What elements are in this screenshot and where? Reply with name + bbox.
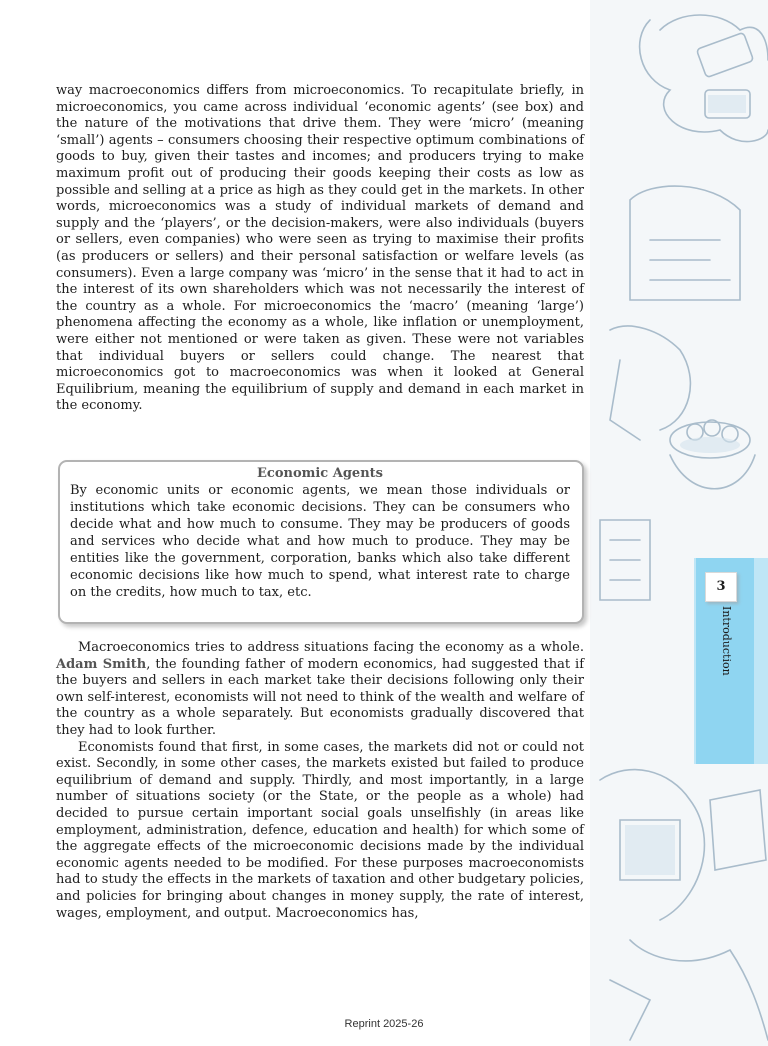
paragraph-macro-start: Macroeconomics tries to address situations facing the economy as a whole. (78, 640, 584, 655)
reprint-footer: Reprint 2025-26 (344, 1018, 424, 1030)
sidebar-illustration (590, 0, 768, 1046)
adam-smith-name: Adam Smith (56, 656, 147, 672)
box-text: By economic units or economic agents, we mean those individuals or institutions which take economic decisions. They can be consumers who decide what and how much to consume. They may be producers of goods and services who decide what and how much to produce. They may be entities like the government, corporation, banks which also take different economic decisions like how much to spend, what interest rate to charge on the credits, how much to tax, etc. (70, 483, 570, 600)
paragraph-intro: way macroeconomics differs from microeconomics. To recapitulate briefly, in microeconomics, you came across individual ‘economic agents’ (see box) and the nature of the motivations that drive them. They were ‘micro’ (meaning ‘small’) agents – consumers choosing their respective optimum combinations of goods to buy, given their tastes and incomes; and producers trying to make maximum profit out of producing their goods keeping their costs as low as possible and selling at a price as high as they could get in the markets. In other words, microeconomics was a study of individual markets of demand and supply and the ‘players’, or the decision-makers, were also individuals (buyers or sellers, even companies) who were seen as trying to maximise their profits (as producers or sellers) and their personal satisfaction or welfare levels (as consumers). Even a large company was ‘micro’ in the sense that it had to act in the interest of its own shareholders which was not necessarily the interest of the country as a whole. For microeconomics the ‘macro’ (meaning ‘large’) phenomena affecting the economy as a whole, like inflation or unemployment, were either not mentioned or were taken as given. These were not variables that individual buyers or sellers could change. The nearest that microeconomics got to macroeconomics was when it looked at General Equilibrium, meaning the equilibrium of supply and demand in each market in the economy. (56, 83, 584, 414)
chapter-label: Introduction (720, 606, 733, 676)
paragraph-macro-end: , the founding father of modern economics, had suggested that if the buyers and sellers in each market take their decisions following only their own self-interest, economists will not need to think of the wealth and welfare of the country as a whole separately. But economists gradually discovered that they had to look further. (56, 656, 585, 738)
page-number: 3 (705, 572, 737, 602)
sketch-illustration (590, 0, 768, 1046)
body-text-top (56, 83, 584, 415)
body-text-bottom (56, 640, 584, 922)
economic-agents-box (58, 460, 584, 624)
box-title: Economic Agents (257, 466, 383, 481)
paragraph-macro (56, 640, 584, 740)
paragraph-economists: Economists found that first, in some cases, the markets did not or could not exist. Secondly, in some other cases, the markets existed but failed to produce equilibrium of demand and supply. Thirdly, and most importantly, in a large number of situations society (or the State, or the people as a whole) had decided to pursue certain important social goals unselfishly (in areas like employment, administration, defence, education and health) for which some of the aggregate effects of the microeconomic decisions made by the individual economic agents needed to be modified. For these purposes macroeconomists had to study the effects in the markets of taxation and other budgetary policies, and policies for bringing about changes in money supply, the rate of interest, wages, employment, and output. Macroeconomics has, (56, 739, 584, 921)
